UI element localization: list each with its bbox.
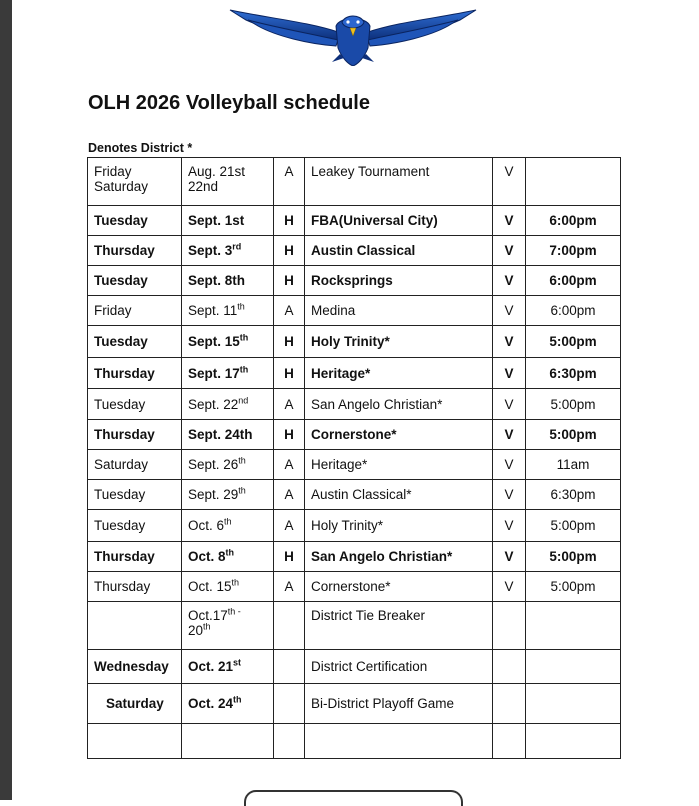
level-cell bbox=[493, 358, 526, 389]
day-text: Thursday bbox=[94, 365, 155, 381]
date-text-2: 22nd bbox=[188, 179, 219, 194]
home-away-cell bbox=[274, 389, 305, 420]
day-text: Tuesday bbox=[94, 487, 146, 502]
home-away-cell bbox=[274, 542, 305, 572]
schedule-row bbox=[88, 510, 621, 542]
level-text: V bbox=[504, 303, 514, 318]
schedule-row bbox=[88, 158, 621, 206]
date-text: Oct.17 bbox=[188, 608, 228, 623]
home-away-text: A bbox=[284, 164, 294, 179]
date-cell bbox=[182, 650, 274, 684]
day-cell bbox=[88, 158, 182, 206]
eagle-logo-icon bbox=[228, 4, 478, 66]
date-text: Sept. 26 bbox=[188, 457, 239, 472]
date-text: Oct. 6 bbox=[188, 518, 225, 533]
schedule-row bbox=[88, 326, 621, 358]
opponent-text: Cornerstone* bbox=[311, 427, 397, 442]
time-text: 6:00pm bbox=[549, 213, 597, 228]
date-text: Oct. 15 bbox=[188, 579, 232, 594]
date-text: Sept. 8th bbox=[188, 273, 246, 288]
date-text: Oct. 21 bbox=[188, 659, 234, 674]
home-away-cell bbox=[274, 572, 305, 602]
date-cell bbox=[182, 236, 274, 266]
time-cell bbox=[526, 724, 621, 759]
time-cell bbox=[526, 266, 621, 296]
time-cell bbox=[526, 389, 621, 420]
time-cell bbox=[526, 480, 621, 510]
day-cell bbox=[88, 650, 182, 684]
opponent-text: San Angelo Christian* bbox=[311, 549, 453, 564]
time-text: 6:30pm bbox=[550, 487, 596, 502]
time-cell bbox=[526, 542, 621, 572]
home-away-text: A bbox=[284, 303, 294, 318]
schedule-row bbox=[88, 602, 621, 650]
date-text: Sept. 1st bbox=[188, 213, 245, 228]
level-text: V bbox=[504, 396, 514, 412]
time-cell bbox=[526, 158, 621, 206]
home-away-cell bbox=[274, 326, 305, 358]
date-text: Aug. 21st bbox=[188, 164, 246, 179]
day-cell bbox=[88, 480, 182, 510]
day-cell bbox=[88, 236, 182, 266]
level-text: V bbox=[504, 273, 514, 288]
level-text: V bbox=[504, 487, 514, 502]
date-text: Sept. 22 bbox=[188, 396, 239, 412]
time-text: 7:00pm bbox=[549, 243, 597, 258]
day-cell bbox=[88, 684, 182, 724]
date-cell bbox=[182, 684, 274, 724]
schedule-row bbox=[88, 420, 621, 450]
date-text: Oct. 24 bbox=[188, 696, 234, 711]
schedule-row bbox=[88, 266, 621, 296]
home-away-cell bbox=[274, 358, 305, 389]
level-text: V bbox=[504, 518, 514, 533]
day-cell bbox=[88, 724, 182, 759]
opponent-cell bbox=[305, 542, 493, 572]
district-note: Denotes District * bbox=[88, 141, 193, 155]
day-text: Tuesday bbox=[94, 334, 148, 349]
home-away-cell bbox=[274, 724, 305, 759]
level-cell bbox=[493, 450, 526, 480]
home-away-cell bbox=[274, 450, 305, 480]
opponent-text: Cornerstone* bbox=[311, 579, 391, 594]
time-text: 5:00pm bbox=[549, 334, 597, 349]
home-away-text: H bbox=[284, 365, 294, 381]
opponent-cell bbox=[305, 602, 493, 650]
date-suffix: rd bbox=[232, 241, 242, 252]
schedule-row bbox=[88, 650, 621, 684]
date-cell bbox=[182, 358, 274, 389]
day-text: Thursday bbox=[94, 579, 151, 594]
time-cell bbox=[526, 572, 621, 602]
time-cell bbox=[526, 420, 621, 450]
home-away-cell bbox=[274, 480, 305, 510]
opponent-cell bbox=[305, 450, 493, 480]
date-text: Sept. 29 bbox=[188, 487, 239, 502]
time-cell bbox=[526, 650, 621, 684]
date-suffix: th bbox=[225, 547, 235, 558]
day-text: Tuesday bbox=[94, 273, 148, 288]
time-cell bbox=[526, 450, 621, 480]
level-cell bbox=[493, 602, 526, 650]
home-away-cell bbox=[274, 158, 305, 206]
level-text: V bbox=[504, 164, 514, 179]
day-text: Thursday bbox=[94, 549, 155, 564]
opponent-text: District Tie Breaker bbox=[311, 608, 426, 623]
home-away-text: H bbox=[284, 549, 294, 564]
day-text: Wednesday bbox=[94, 659, 169, 674]
time-cell bbox=[526, 206, 621, 236]
opponent-text: FBA(Universal City) bbox=[311, 213, 438, 228]
home-away-cell bbox=[274, 510, 305, 542]
level-cell bbox=[493, 236, 526, 266]
opponent-cell bbox=[305, 420, 493, 450]
opponent-cell bbox=[305, 650, 493, 684]
opponent-cell bbox=[305, 572, 493, 602]
date-cell bbox=[182, 326, 274, 358]
schedule-row bbox=[88, 480, 621, 510]
opponent-cell bbox=[305, 206, 493, 236]
day-text: Saturday bbox=[94, 457, 149, 472]
date-text: Sept. 11 bbox=[188, 303, 238, 318]
level-cell bbox=[493, 480, 526, 510]
level-cell bbox=[493, 724, 526, 759]
opponent-text: Rocksprings bbox=[311, 273, 393, 288]
opponent-text: Bi-District Playoff Game bbox=[311, 696, 455, 711]
page-edge bbox=[0, 0, 12, 800]
page-title: OLH 2026 Volleyball schedule bbox=[88, 92, 370, 114]
day-text: Thursday bbox=[94, 243, 155, 258]
day-cell bbox=[88, 572, 182, 602]
opponent-cell bbox=[305, 236, 493, 266]
day-cell bbox=[88, 326, 182, 358]
opponent-text: Medina bbox=[311, 303, 356, 318]
date-cell bbox=[182, 510, 274, 542]
date-suffix: th bbox=[239, 364, 249, 374]
date-cell bbox=[182, 480, 274, 510]
opponent-cell bbox=[305, 389, 493, 420]
opponent-text: Holy Trinity* bbox=[311, 334, 390, 349]
opponent-text: District Certification bbox=[311, 659, 428, 674]
home-away-text: H bbox=[284, 334, 294, 349]
level-text: V bbox=[504, 243, 514, 258]
level-cell bbox=[493, 420, 526, 450]
time-text: 5:00pm bbox=[550, 579, 596, 594]
home-away-cell bbox=[274, 206, 305, 236]
date-suffix: th bbox=[233, 694, 242, 705]
date-suffix: th bbox=[239, 332, 249, 343]
day-text: Tuesday bbox=[94, 213, 148, 228]
day-cell bbox=[88, 296, 182, 326]
home-away-text: A bbox=[284, 579, 294, 594]
day-cell bbox=[88, 358, 182, 389]
time-cell bbox=[526, 296, 621, 326]
day-text: Thursday bbox=[94, 427, 155, 442]
day-cell bbox=[88, 510, 182, 542]
time-cell bbox=[526, 602, 621, 650]
date-text: Oct. 8 bbox=[188, 549, 226, 564]
date-suffix: st bbox=[233, 657, 242, 668]
level-cell bbox=[493, 296, 526, 326]
time-text: 5:00pm bbox=[549, 427, 597, 442]
opponent-cell bbox=[305, 480, 493, 510]
date-cell bbox=[182, 420, 274, 450]
date-text: Sept. 24th bbox=[188, 427, 253, 442]
home-away-cell bbox=[274, 602, 305, 650]
time-text: 6:30pm bbox=[549, 365, 597, 381]
date-cell bbox=[182, 206, 274, 236]
time-text: 6:00pm bbox=[549, 273, 597, 288]
time-text: 5:00pm bbox=[550, 396, 596, 412]
date-cell bbox=[182, 158, 274, 206]
level-text: V bbox=[504, 365, 514, 381]
level-cell bbox=[493, 266, 526, 296]
opponent-cell bbox=[305, 158, 493, 206]
home-away-text: H bbox=[284, 427, 294, 442]
time-text: 5:00pm bbox=[549, 549, 597, 564]
day-cell bbox=[88, 450, 182, 480]
schedule-row bbox=[88, 358, 621, 389]
day-cell bbox=[88, 266, 182, 296]
date-suffix: th bbox=[237, 301, 245, 312]
level-cell bbox=[493, 684, 526, 724]
home-away-cell bbox=[274, 296, 305, 326]
day-text: Friday bbox=[94, 164, 132, 179]
schedule-row bbox=[88, 542, 621, 572]
date-cell bbox=[182, 450, 274, 480]
date-suffix: th bbox=[238, 485, 246, 496]
level-text: V bbox=[504, 457, 514, 472]
schedule-row bbox=[88, 236, 621, 266]
time-cell bbox=[526, 510, 621, 542]
level-cell bbox=[493, 510, 526, 542]
date-text: Sept. 3 bbox=[188, 243, 233, 258]
level-text: V bbox=[504, 213, 514, 228]
level-text: V bbox=[504, 427, 514, 442]
schedule-row bbox=[88, 389, 621, 420]
level-text: V bbox=[504, 334, 514, 349]
opponent-cell bbox=[305, 358, 493, 389]
day-cell bbox=[88, 389, 182, 420]
date-suffix: th - bbox=[227, 606, 241, 617]
date-cell bbox=[182, 296, 274, 326]
level-text: V bbox=[504, 579, 514, 594]
time-cell bbox=[526, 684, 621, 724]
home-away-cell bbox=[274, 266, 305, 296]
date-cell bbox=[182, 266, 274, 296]
schedule-row bbox=[88, 724, 621, 759]
day-text: Friday bbox=[94, 303, 132, 318]
schedule-row bbox=[88, 296, 621, 326]
time-text: 5:00pm bbox=[550, 518, 596, 533]
level-cell bbox=[493, 389, 526, 420]
home-away-text: A bbox=[284, 457, 294, 472]
opponent-cell bbox=[305, 296, 493, 326]
level-cell bbox=[493, 206, 526, 236]
level-cell bbox=[493, 650, 526, 684]
date-cell bbox=[182, 389, 274, 420]
time-text: 6:00pm bbox=[550, 303, 596, 318]
time-cell bbox=[526, 326, 621, 358]
opponent-text: San Angelo Christian* bbox=[311, 396, 443, 412]
schedule-row bbox=[88, 206, 621, 236]
date-text: Sept. 15 bbox=[188, 334, 240, 349]
time-cell bbox=[526, 358, 621, 389]
date-suffix: nd bbox=[238, 395, 249, 405]
home-away-cell bbox=[274, 650, 305, 684]
date-cell bbox=[182, 724, 274, 759]
home-away-text: H bbox=[284, 213, 294, 228]
home-away-text: A bbox=[284, 518, 294, 533]
level-cell bbox=[493, 326, 526, 358]
opponent-text: Heritage* bbox=[311, 365, 371, 381]
date-text: Sept. 17 bbox=[188, 365, 240, 381]
home-away-text: A bbox=[284, 396, 294, 412]
day-text: Tuesday bbox=[94, 518, 146, 533]
schedule-table bbox=[87, 157, 621, 759]
day-text: Tuesday bbox=[94, 396, 146, 412]
day-cell bbox=[88, 420, 182, 450]
date-cell bbox=[182, 542, 274, 572]
home-away-cell bbox=[274, 236, 305, 266]
date-suffix-2: th bbox=[203, 621, 211, 632]
schedule-row bbox=[88, 684, 621, 724]
level-cell bbox=[493, 542, 526, 572]
date-cell bbox=[182, 572, 274, 602]
schedule-row bbox=[88, 572, 621, 602]
opponent-text: Leakey Tournament bbox=[311, 164, 430, 179]
level-cell bbox=[493, 158, 526, 206]
home-away-cell bbox=[274, 684, 305, 724]
level-text: V bbox=[504, 549, 514, 564]
day-text: Saturday bbox=[106, 696, 164, 711]
opponent-text: Heritage* bbox=[311, 457, 368, 472]
schedule-row bbox=[88, 450, 621, 480]
home-away-cell bbox=[274, 420, 305, 450]
time-text: 11am bbox=[556, 457, 590, 472]
opponent-cell bbox=[305, 326, 493, 358]
date-text-2: 20 bbox=[188, 623, 204, 638]
opponent-text: Austin Classical bbox=[311, 243, 416, 258]
day-cell bbox=[88, 602, 182, 650]
opponent-cell bbox=[305, 266, 493, 296]
date-cell bbox=[182, 602, 274, 650]
home-away-text: A bbox=[284, 487, 294, 502]
day-cell bbox=[88, 206, 182, 236]
date-suffix: th bbox=[231, 577, 240, 588]
date-suffix: th bbox=[224, 516, 232, 527]
opponent-cell bbox=[305, 724, 493, 759]
opponent-cell bbox=[305, 684, 493, 724]
home-away-text: H bbox=[284, 243, 294, 258]
day-cell bbox=[88, 542, 182, 572]
opponent-cell bbox=[305, 510, 493, 542]
date-suffix: th bbox=[238, 455, 246, 466]
page-footer-shape bbox=[244, 790, 463, 806]
day-text-2: Saturday bbox=[94, 179, 149, 194]
time-cell bbox=[526, 236, 621, 266]
home-away-text: H bbox=[284, 273, 294, 288]
level-cell bbox=[493, 572, 526, 602]
opponent-text: Austin Classical* bbox=[311, 487, 412, 502]
opponent-text: Holy Trinity* bbox=[311, 518, 384, 533]
